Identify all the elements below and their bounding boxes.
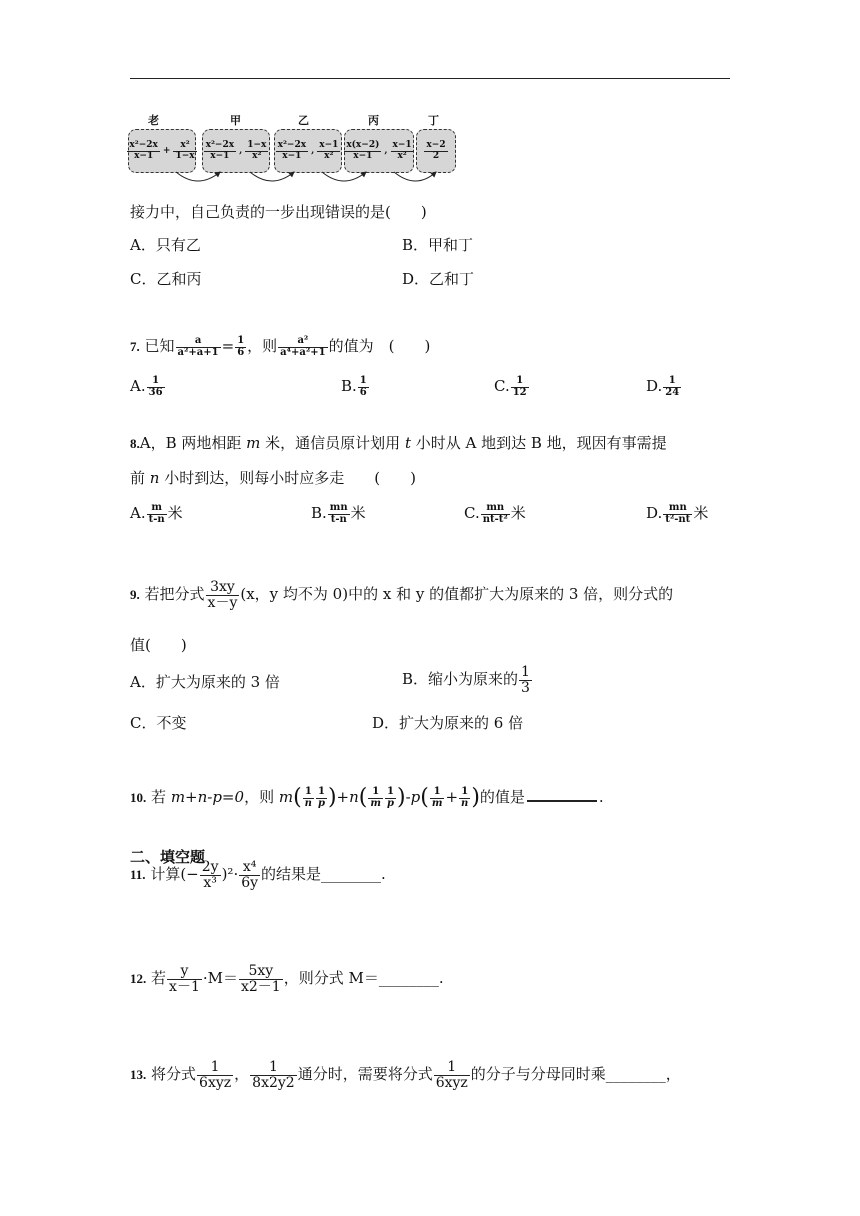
frac-num: m bbox=[147, 503, 167, 515]
frac-den: 6xyz bbox=[199, 1074, 232, 1091]
frac-num: x² bbox=[173, 141, 196, 151]
frac-den: 2 bbox=[432, 150, 440, 161]
question-number: 8. bbox=[130, 436, 140, 451]
frac-num: x−2 bbox=[426, 140, 446, 151]
q8-text: 前 bbox=[130, 469, 150, 487]
question-number: 12. bbox=[130, 971, 147, 987]
question-number: 7. bbox=[130, 339, 140, 354]
frac-num: x−1 bbox=[319, 140, 339, 151]
q9-stem-line2: 值( ) bbox=[130, 636, 187, 654]
q8-text: 米，通信员原计划用 bbox=[260, 434, 405, 452]
frac-num: 1 bbox=[521, 664, 530, 680]
q13-text: 通分时，需要将分式 bbox=[297, 1065, 433, 1084]
option-letter: B. bbox=[341, 377, 357, 395]
q7-option-a bbox=[130, 376, 166, 398]
var-m: m bbox=[246, 434, 261, 452]
relay-box-bing bbox=[344, 129, 414, 173]
q10-text: 的值是 bbox=[479, 788, 525, 806]
unit: 米 bbox=[350, 504, 366, 522]
frac-num: 1 bbox=[197, 1060, 233, 1076]
header-rule bbox=[130, 78, 730, 79]
op: , bbox=[239, 146, 243, 156]
frac-num: 1 bbox=[511, 376, 529, 388]
frac-den: 6 bbox=[237, 346, 245, 358]
var-t: t bbox=[404, 434, 411, 452]
question-number: 13. bbox=[130, 1067, 147, 1083]
q9-text: 若把分式 bbox=[144, 585, 205, 604]
section-title: 二、填空题 bbox=[130, 848, 206, 866]
frac-num: a² bbox=[278, 336, 327, 348]
q12-text: 若 bbox=[151, 969, 167, 988]
q9-stem bbox=[130, 580, 673, 610]
option-letter: D. bbox=[646, 504, 663, 522]
q6-option-a: A．只有乙 bbox=[130, 236, 201, 254]
frac-den: x−1 bbox=[134, 150, 154, 161]
q7-stem bbox=[130, 336, 430, 358]
unit: 米 bbox=[693, 504, 709, 522]
frac-num: 3xy bbox=[206, 580, 240, 596]
frac-den: 24 bbox=[665, 386, 680, 398]
q9-option-c: C．不变 bbox=[130, 714, 187, 732]
frac-den: x2－1 bbox=[241, 978, 281, 995]
option-letter: A. bbox=[130, 377, 146, 395]
relay-label-jia: 甲 bbox=[230, 114, 241, 127]
frac-den: 3 bbox=[521, 679, 530, 696]
option-letter: C. bbox=[494, 377, 510, 395]
q7-option-b bbox=[341, 376, 370, 398]
frac-den: 36 bbox=[148, 386, 163, 398]
option-text: B．缩小为原来的 bbox=[402, 670, 519, 689]
q6-option-d: D．乙和丁 bbox=[402, 270, 475, 288]
frac-num: mn bbox=[329, 502, 348, 513]
frac-num: mn bbox=[481, 503, 510, 515]
option-letter: D. bbox=[646, 377, 663, 395]
q11-stem bbox=[130, 860, 386, 890]
q8-stem-line1 bbox=[130, 433, 667, 454]
q10-text: ，则 bbox=[244, 788, 279, 806]
q6-stem: 接力中，自己负责的一步出现错误的是( ) bbox=[130, 203, 427, 221]
q8-option-a bbox=[130, 503, 183, 525]
relay-box-teacher bbox=[128, 129, 196, 173]
answer-blank bbox=[527, 800, 597, 802]
q8-text: 小时从 A 地到达 B 地，现因有事需提 bbox=[410, 434, 667, 452]
frac-num: a bbox=[176, 336, 221, 348]
frac-den: x³ bbox=[203, 874, 217, 891]
op: + bbox=[162, 146, 171, 156]
q7-text-3: 的值为 ( ) bbox=[328, 337, 431, 355]
frac-den: 12 bbox=[512, 386, 527, 398]
frac-num: 1 bbox=[250, 1060, 297, 1076]
frac-den: x−1 bbox=[282, 150, 302, 161]
frac-den: a⁴+a²+1 bbox=[280, 346, 326, 358]
q12-text: ·M＝ bbox=[202, 969, 238, 988]
q13-text: 将分式 bbox=[151, 1065, 197, 1084]
frac-num: 5xy bbox=[239, 964, 283, 980]
q11-text: 的结果是________. bbox=[261, 865, 386, 884]
separator: ， bbox=[234, 1065, 250, 1084]
frac-den: 8x2y2 bbox=[252, 1074, 295, 1091]
q9-option-d: D．扩大为原来的 6 倍 bbox=[372, 714, 524, 732]
frac-den: t-n bbox=[330, 513, 347, 525]
relay-box-yi bbox=[274, 129, 342, 173]
unit: 米 bbox=[510, 504, 526, 522]
relay-label-bing: 丙 bbox=[368, 114, 379, 127]
equals: = bbox=[221, 337, 235, 355]
frac-den: x－1 bbox=[169, 978, 200, 995]
option-letter: C. bbox=[464, 504, 480, 522]
frac-den: 6xyz bbox=[435, 1074, 468, 1091]
frac-den: t-n bbox=[148, 513, 165, 525]
frac-num: x(x−2) bbox=[346, 140, 380, 151]
q6-option-c: C．乙和丙 bbox=[130, 270, 202, 288]
frac-num: 1 bbox=[434, 1060, 470, 1076]
op: , bbox=[384, 146, 388, 156]
frac-num: 1 bbox=[237, 335, 245, 346]
q10-condition: m+n-p=0 bbox=[170, 788, 245, 806]
op: , bbox=[311, 146, 315, 156]
q8-option-b bbox=[311, 503, 366, 525]
relay-arrows bbox=[128, 170, 468, 190]
frac-num: x²−2x bbox=[129, 140, 158, 151]
q13-text: 的分子与分母同时乘________， bbox=[470, 1065, 681, 1084]
frac-num: x−1 bbox=[392, 140, 412, 151]
q8-stem-line2 bbox=[130, 468, 416, 488]
q7-text-1: 已知 bbox=[144, 337, 175, 355]
q6-option-b: B．甲和丁 bbox=[402, 236, 474, 254]
q12-text: ，则分式 M＝________. bbox=[283, 969, 444, 988]
q9-option-b bbox=[402, 665, 533, 695]
frac-den: x² bbox=[324, 150, 334, 161]
question-number: 9. bbox=[130, 587, 140, 603]
frac-num: 1 bbox=[359, 375, 367, 386]
frac-den: t²-nt bbox=[665, 513, 691, 525]
frac-num: x²−2x bbox=[277, 140, 307, 151]
frac-num: 1−x bbox=[247, 140, 267, 151]
relay-label-ding: 丁 bbox=[428, 114, 439, 127]
relay-label-yi: 乙 bbox=[298, 114, 309, 127]
frac-num: 1 bbox=[147, 376, 165, 388]
frac-den: 6y bbox=[241, 874, 259, 891]
q11-text: )²· bbox=[221, 865, 239, 884]
frac-den: nt-t² bbox=[482, 513, 508, 525]
frac-num: 1 bbox=[663, 376, 681, 388]
q8-text: A，B 两地相距 bbox=[139, 434, 247, 452]
q11-text: 计算(− bbox=[150, 865, 199, 884]
frac-num: x²−2x bbox=[205, 140, 235, 151]
option-letter: A. bbox=[130, 504, 146, 522]
frac-den: x−1 bbox=[353, 150, 373, 161]
frac-den: x² bbox=[252, 150, 262, 161]
q8-option-d bbox=[646, 503, 708, 525]
q8-text: 小时到达，则每小时应多走 ( ) bbox=[159, 469, 416, 487]
option-letter: B. bbox=[311, 504, 327, 522]
frac-num: y bbox=[167, 964, 202, 980]
q10-text: 若 bbox=[151, 788, 171, 806]
unit: 米 bbox=[167, 504, 183, 522]
q8-option-c bbox=[464, 503, 526, 525]
q7-option-c bbox=[494, 376, 530, 398]
frac-den: 6 bbox=[359, 386, 367, 398]
question-number: 10. bbox=[130, 790, 147, 805]
relay-label-teacher: 老 bbox=[148, 114, 159, 127]
frac-den: a²+a+1 bbox=[177, 346, 219, 358]
frac-den: x² bbox=[397, 150, 407, 161]
var-n: n bbox=[149, 469, 160, 487]
period: . bbox=[598, 788, 604, 806]
q9-text: (x，y 均不为 0)中的 x 和 y 的值都扩大为原来的 3 倍，则分式的 bbox=[240, 585, 674, 604]
relay-box-ding bbox=[416, 129, 456, 173]
q12-stem bbox=[130, 964, 444, 994]
frac-num: x⁴ bbox=[239, 860, 260, 876]
question-number: 11. bbox=[130, 867, 146, 883]
frac-num: 2y bbox=[201, 859, 219, 875]
frac-num: mn bbox=[663, 503, 692, 515]
frac-den: x－y bbox=[207, 594, 238, 611]
q10-stem: 10. 若 m+n-p=0，则 m( $\frac{1}{n}$ $\frac{1}{p}$ )+n( $\frac{1}{m}$ $\frac{1}{p}$ )-p( $\frac{1}{m}$ + $\frac{1}{n}$ )的值是 . bbox=[130, 785, 604, 810]
q7-option-d bbox=[646, 376, 682, 398]
frac-den: x−1 bbox=[210, 150, 230, 161]
q9-option-a: A．扩大为原来的 3 倍 bbox=[130, 673, 280, 691]
q13-stem bbox=[130, 1060, 681, 1090]
relay-box-jia bbox=[202, 129, 270, 173]
frac-den: 1−x bbox=[175, 150, 195, 161]
q7-text-2: ，则 bbox=[247, 337, 278, 355]
